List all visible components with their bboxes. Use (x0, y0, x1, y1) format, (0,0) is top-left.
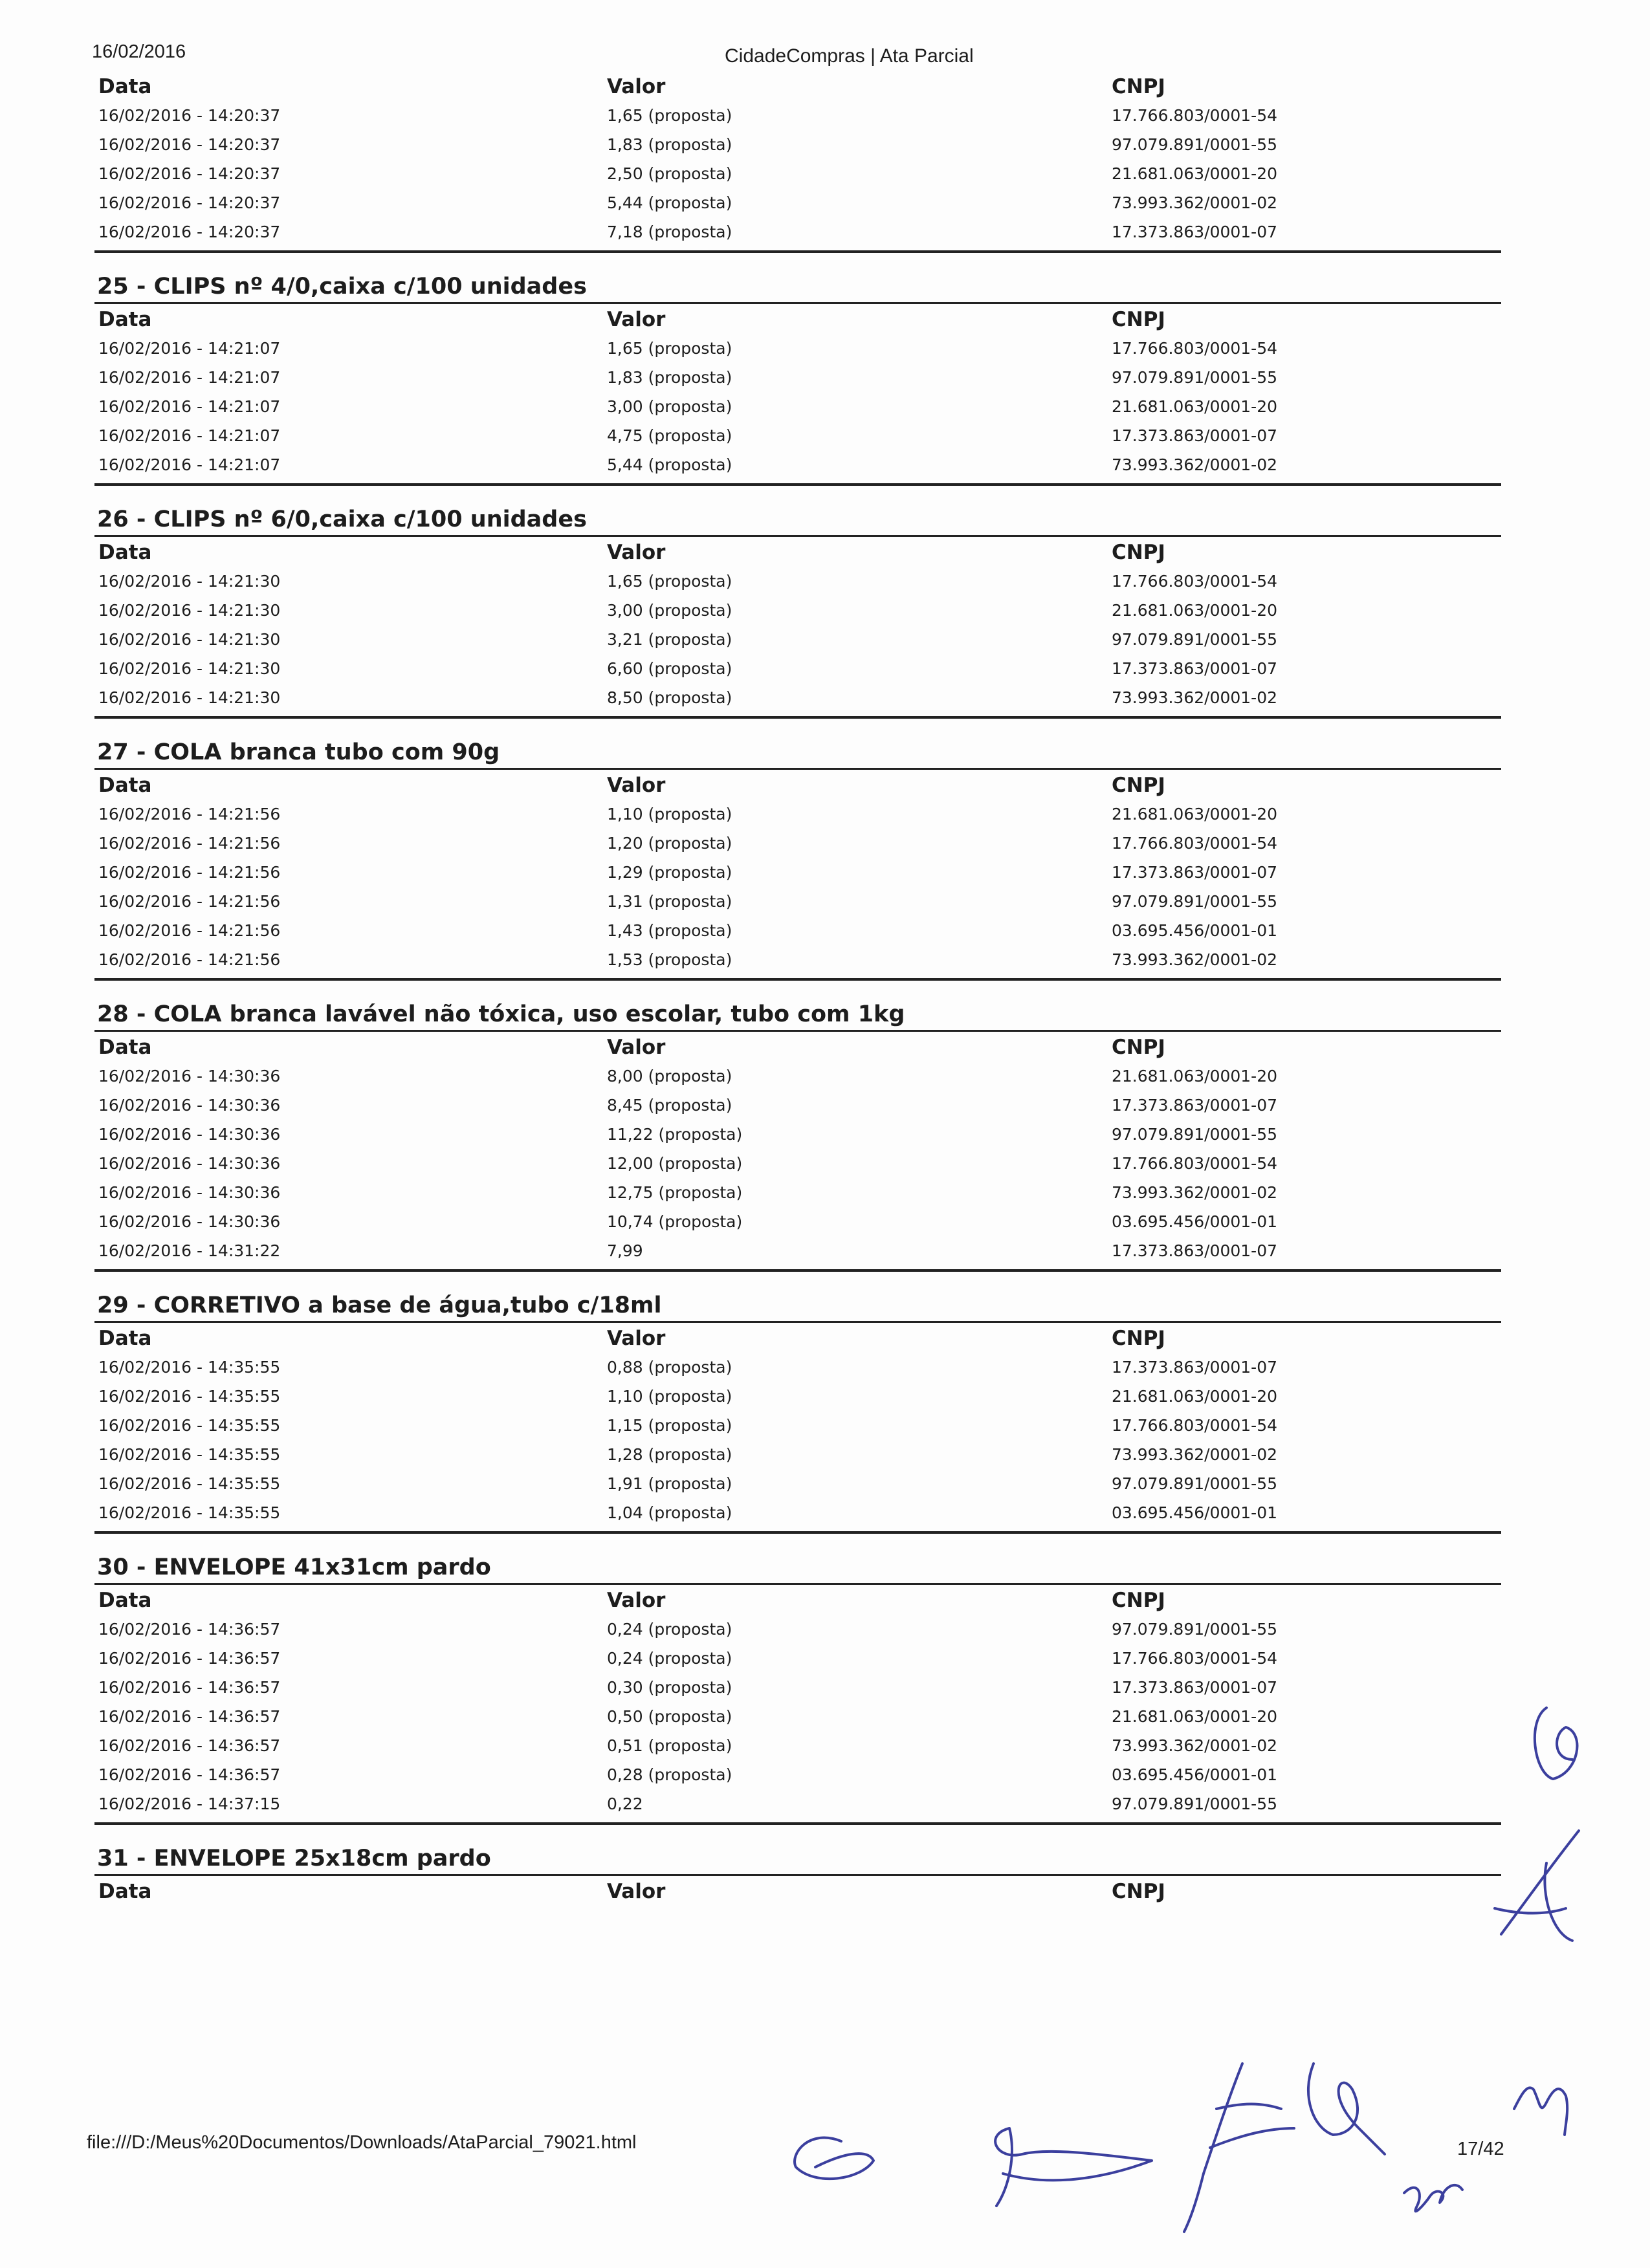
column-header-date: Data (98, 1036, 152, 1059)
table-row (94, 654, 1501, 683)
cell-cnpj: 73.993.362/0001-02 (1112, 950, 1278, 969)
table-row (94, 1236, 1501, 1265)
cell-date: 16/02/2016 - 14:21:56 (98, 805, 281, 823)
table-row (94, 1178, 1501, 1207)
cell-date: 16/02/2016 - 14:21:56 (98, 892, 281, 911)
cell-cnpj: 97.079.891/0001-55 (1112, 1620, 1278, 1639)
table-row (94, 421, 1501, 450)
cell-date: 16/02/2016 - 14:35:55 (98, 1474, 281, 1493)
cell-cnpj: 17.766.803/0001-54 (1112, 1649, 1278, 1668)
cell-value: 2,50 (proposta) (607, 164, 732, 183)
cell-value: 3,21 (proposta) (607, 630, 732, 649)
section-title: 31 - ENVELOPE 25x18cm pardo (94, 1843, 1501, 1876)
cell-cnpj: 97.079.891/0001-55 (1112, 1794, 1278, 1813)
cell-value: 6,60 (proposta) (607, 659, 732, 678)
section-divider (94, 483, 1501, 486)
column-header-date: Data (98, 75, 152, 98)
cell-date: 16/02/2016 - 14:21:30 (98, 688, 281, 707)
cell-date: 16/02/2016 - 14:36:57 (98, 1707, 281, 1726)
signature-1 (795, 2138, 874, 2179)
table-row (94, 1469, 1501, 1498)
cell-date: 16/02/2016 - 14:21:30 (98, 572, 281, 591)
cell-cnpj: 21.681.063/0001-20 (1112, 805, 1278, 823)
cell-value: 1,20 (proposta) (607, 834, 732, 853)
table-row (94, 1760, 1501, 1789)
cell-date: 16/02/2016 - 14:30:36 (98, 1125, 281, 1144)
cell-cnpj: 17.373.863/0001-07 (1112, 1241, 1278, 1260)
column-header-row (94, 537, 1501, 567)
table-row (94, 1731, 1501, 1760)
cell-value: 0,51 (proposta) (607, 1736, 732, 1755)
document-body (94, 71, 1501, 1906)
cell-date: 16/02/2016 - 14:36:57 (98, 1765, 281, 1784)
cell-cnpj: 73.993.362/0001-02 (1112, 193, 1278, 212)
cell-value: 1,43 (proposta) (607, 921, 732, 940)
cell-value: 3,00 (proposta) (607, 601, 732, 620)
print-date: 16/02/2016 (92, 41, 186, 62)
cell-value: 5,44 (proposta) (607, 193, 732, 212)
column-header-date: Data (98, 308, 152, 331)
column-header-row (94, 304, 1501, 334)
section-divider (94, 716, 1501, 719)
cell-date: 16/02/2016 - 14:36:57 (98, 1620, 281, 1639)
cell-date: 16/02/2016 - 14:21:56 (98, 950, 281, 969)
cell-value: 1,10 (proposta) (607, 805, 732, 823)
column-header-cnpj: CNPJ (1112, 1880, 1165, 1903)
cell-value: 1,65 (proposta) (607, 339, 732, 358)
column-header-cnpj: CNPJ (1112, 1589, 1165, 1612)
cell-value: 8,50 (proposta) (607, 688, 732, 707)
initial-mark-1 (1535, 1708, 1578, 1779)
cell-value: 12,75 (proposta) (607, 1183, 743, 1202)
column-header-row (94, 1876, 1501, 1906)
signature-4 (1308, 2064, 1385, 2154)
cell-date: 16/02/2016 - 14:21:30 (98, 659, 281, 678)
cell-cnpj: 03.695.456/0001-01 (1112, 1503, 1278, 1522)
column-header-row (94, 770, 1501, 800)
cell-value: 1,31 (proposta) (607, 892, 732, 911)
cell-date: 16/02/2016 - 14:21:07 (98, 455, 281, 474)
cell-cnpj: 17.766.803/0001-54 (1112, 834, 1278, 853)
table-row (94, 130, 1501, 159)
cell-cnpj: 17.373.863/0001-07 (1112, 863, 1278, 882)
cell-cnpj: 97.079.891/0001-55 (1112, 135, 1278, 154)
table-row (94, 1615, 1501, 1644)
cell-date: 16/02/2016 - 14:20:37 (98, 223, 281, 241)
cell-date: 16/02/2016 - 14:21:07 (98, 368, 281, 387)
cell-cnpj: 97.079.891/0001-55 (1112, 892, 1278, 911)
cell-value: 7,18 (proposta) (607, 223, 732, 241)
cell-value: 10,74 (proposta) (607, 1212, 743, 1231)
cell-value: 7,99 (607, 1241, 643, 1260)
cell-date: 16/02/2016 - 14:36:57 (98, 1649, 281, 1668)
cell-value: 1,04 (proposta) (607, 1503, 732, 1522)
column-header-row (94, 71, 1501, 101)
cell-date: 16/02/2016 - 14:35:55 (98, 1445, 281, 1464)
cell-value: 0,24 (proposta) (607, 1620, 732, 1639)
cell-cnpj: 03.695.456/0001-01 (1112, 1765, 1278, 1784)
cell-date: 16/02/2016 - 14:36:57 (98, 1736, 281, 1755)
cell-cnpj: 97.079.891/0001-55 (1112, 368, 1278, 387)
table-row (94, 1440, 1501, 1469)
cell-cnpj: 17.373.863/0001-07 (1112, 659, 1278, 678)
section-divider (94, 250, 1501, 253)
cell-value: 0,88 (proposta) (607, 1358, 732, 1377)
cell-date: 16/02/2016 - 14:20:37 (98, 164, 281, 183)
item-section (94, 1843, 1501, 1906)
cell-cnpj: 21.681.063/0001-20 (1112, 601, 1278, 620)
item-section (94, 504, 1501, 719)
handwritten-number (1404, 2185, 1462, 2211)
column-header-cnpj: CNPJ (1112, 1036, 1165, 1059)
cell-value: 1,29 (proposta) (607, 863, 732, 882)
section-title: 27 - COLA branca tubo com 90g (94, 737, 1501, 770)
cell-cnpj: 97.079.891/0001-55 (1112, 1125, 1278, 1144)
column-header-date: Data (98, 774, 152, 797)
cell-value: 1,65 (proposta) (607, 572, 732, 591)
column-header-date: Data (98, 1327, 152, 1350)
table-row (94, 217, 1501, 246)
cell-date: 16/02/2016 - 14:20:37 (98, 135, 281, 154)
table-row (94, 392, 1501, 421)
initial-m (1514, 2088, 1567, 2135)
cell-value: 8,45 (proposta) (607, 1096, 732, 1115)
footer-url: file:///D:/Meus%20Documentos/Downloads/AtaParcial_79021.html (87, 2132, 637, 2153)
table-row (94, 916, 1501, 945)
cell-cnpj: 17.373.863/0001-07 (1112, 1358, 1278, 1377)
table-row (94, 363, 1501, 392)
cell-value: 3,00 (proposta) (607, 397, 732, 416)
table-row (94, 334, 1501, 363)
cell-cnpj: 17.373.863/0001-07 (1112, 1678, 1278, 1697)
column-header-row (94, 1585, 1501, 1615)
column-header-value: Valor (607, 1880, 666, 1903)
cell-value: 1,65 (proposta) (607, 106, 732, 125)
cell-value: 12,00 (proposta) (607, 1154, 743, 1173)
cell-date: 16/02/2016 - 14:35:55 (98, 1358, 281, 1377)
section-title: 29 - CORRETIVO a base de água,tubo c/18ml (94, 1290, 1501, 1323)
cell-date: 16/02/2016 - 14:21:30 (98, 630, 281, 649)
column-header-date: Data (98, 1880, 152, 1903)
section-divider (94, 978, 1501, 981)
table-row (94, 1644, 1501, 1673)
cell-cnpj: 97.079.891/0001-55 (1112, 630, 1278, 649)
page-number: 17/42 (1457, 2139, 1504, 2159)
cell-cnpj: 17.373.863/0001-07 (1112, 426, 1278, 445)
item-section (94, 1290, 1501, 1534)
cell-date: 16/02/2016 - 14:35:55 (98, 1416, 281, 1435)
cell-cnpj: 17.766.803/0001-54 (1112, 1154, 1278, 1173)
column-header-cnpj: CNPJ (1112, 75, 1165, 98)
table-row (94, 1673, 1501, 1702)
cell-date: 16/02/2016 - 14:20:37 (98, 193, 281, 212)
item-section (94, 271, 1501, 486)
table-row (94, 596, 1501, 625)
cell-date: 16/02/2016 - 14:36:57 (98, 1678, 281, 1697)
cell-value: 0,28 (proposta) (607, 1765, 732, 1784)
table-row (94, 945, 1501, 974)
cell-cnpj: 17.373.863/0001-07 (1112, 1096, 1278, 1115)
cell-cnpj: 73.993.362/0001-02 (1112, 455, 1278, 474)
cell-cnpj: 73.993.362/0001-02 (1112, 1445, 1278, 1464)
column-header-value: Valor (607, 1589, 666, 1612)
cell-value: 0,50 (proposta) (607, 1707, 732, 1726)
table-row (94, 1702, 1501, 1731)
cell-value: 0,22 (607, 1794, 643, 1813)
cell-cnpj: 21.681.063/0001-20 (1112, 1707, 1278, 1726)
cell-cnpj: 17.373.863/0001-07 (1112, 223, 1278, 241)
cell-date: 16/02/2016 - 14:35:55 (98, 1503, 281, 1522)
cell-date: 16/02/2016 - 14:20:37 (98, 106, 281, 125)
table-row (94, 887, 1501, 916)
section-title: 30 - ENVELOPE 41x31cm pardo (94, 1552, 1501, 1585)
cell-cnpj: 17.766.803/0001-54 (1112, 1416, 1278, 1435)
page-title: CidadeCompras | Ata Parcial (725, 45, 974, 67)
column-header-cnpj: CNPJ (1112, 774, 1165, 797)
item-section (94, 737, 1501, 981)
cell-cnpj: 03.695.456/0001-01 (1112, 1212, 1278, 1231)
column-header-cnpj: CNPJ (1112, 1327, 1165, 1350)
cell-value: 8,00 (proposta) (607, 1067, 732, 1085)
column-header-date: Data (98, 1589, 152, 1612)
table-row (94, 1062, 1501, 1091)
cell-value: 1,83 (proposta) (607, 135, 732, 154)
table-row (94, 188, 1501, 217)
column-header-date: Data (98, 541, 152, 564)
section-divider (94, 1822, 1501, 1825)
table-row (94, 567, 1501, 596)
cell-cnpj: 21.681.063/0001-20 (1112, 164, 1278, 183)
column-header-value: Valor (607, 541, 666, 564)
cell-date: 16/02/2016 - 14:37:15 (98, 1794, 281, 1813)
cell-date: 16/02/2016 - 14:21:56 (98, 921, 281, 940)
cell-date: 16/02/2016 - 14:30:36 (98, 1096, 281, 1115)
signature-3 (1184, 2064, 1294, 2232)
cell-date: 16/02/2016 - 14:30:36 (98, 1212, 281, 1231)
table-row (94, 1382, 1501, 1411)
table-row (94, 159, 1501, 188)
table-row (94, 1353, 1501, 1382)
cell-date: 16/02/2016 - 14:21:30 (98, 601, 281, 620)
item-section (94, 1552, 1501, 1825)
section-divider (94, 1269, 1501, 1272)
table-row (94, 683, 1501, 712)
table-row (94, 1207, 1501, 1236)
section-title: 28 - COLA branca lavável não tóxica, uso escolar, tubo com 1kg (94, 999, 1501, 1032)
cell-cnpj: 97.079.891/0001-55 (1112, 1474, 1278, 1493)
cell-cnpj: 21.681.063/0001-20 (1112, 1067, 1278, 1085)
table-row (94, 1120, 1501, 1149)
cell-value: 1,91 (proposta) (607, 1474, 732, 1493)
cell-value: 11,22 (proposta) (607, 1125, 743, 1144)
table-row (94, 829, 1501, 858)
cell-cnpj: 73.993.362/0001-02 (1112, 688, 1278, 707)
cell-cnpj: 17.766.803/0001-54 (1112, 339, 1278, 358)
column-header-cnpj: CNPJ (1112, 308, 1165, 331)
cell-value: 5,44 (proposta) (607, 455, 732, 474)
column-header-value: Valor (607, 774, 666, 797)
table-row (94, 1789, 1501, 1818)
cell-date: 16/02/2016 - 14:30:36 (98, 1067, 281, 1085)
cell-date: 16/02/2016 - 14:35:55 (98, 1387, 281, 1406)
cell-value: 1,28 (proposta) (607, 1445, 732, 1464)
column-header-row (94, 1323, 1501, 1353)
cell-cnpj: 03.695.456/0001-01 (1112, 921, 1278, 940)
cell-cnpj: 17.766.803/0001-54 (1112, 106, 1278, 125)
cell-date: 16/02/2016 - 14:21:07 (98, 426, 281, 445)
cross-mark (1495, 1831, 1579, 1941)
column-header-value: Valor (607, 308, 666, 331)
cell-value: 1,83 (proposta) (607, 368, 732, 387)
cell-date: 16/02/2016 - 14:21:07 (98, 397, 281, 416)
table-row (94, 1498, 1501, 1527)
cell-value: 1,15 (proposta) (607, 1416, 732, 1435)
cell-date: 16/02/2016 - 14:21:56 (98, 863, 281, 882)
cell-date: 16/02/2016 - 14:30:36 (98, 1183, 281, 1202)
table-row (94, 858, 1501, 887)
column-header-cnpj: CNPJ (1112, 541, 1165, 564)
cell-date: 16/02/2016 - 14:21:56 (98, 834, 281, 853)
cell-value: 4,75 (proposta) (607, 426, 732, 445)
table-row (94, 101, 1501, 130)
cell-value: 1,53 (proposta) (607, 950, 732, 969)
cell-cnpj: 73.993.362/0001-02 (1112, 1736, 1278, 1755)
section-divider (94, 1531, 1501, 1534)
cell-date: 16/02/2016 - 14:30:36 (98, 1154, 281, 1173)
cell-cnpj: 17.766.803/0001-54 (1112, 572, 1278, 591)
cell-value: 0,24 (proposta) (607, 1649, 732, 1668)
table-row (94, 625, 1501, 654)
cell-date: 16/02/2016 - 14:21:07 (98, 339, 281, 358)
item-section (94, 999, 1501, 1272)
cell-date: 16/02/2016 - 14:31:22 (98, 1241, 281, 1260)
column-header-row (94, 1032, 1501, 1062)
cell-cnpj: 21.681.063/0001-20 (1112, 397, 1278, 416)
cell-value: 0,30 (proposta) (607, 1678, 732, 1697)
section-title: 25 - CLIPS nº 4/0,caixa c/100 unidades (94, 271, 1501, 304)
table-row (94, 800, 1501, 829)
cell-value: 1,10 (proposta) (607, 1387, 732, 1406)
cell-cnpj: 73.993.362/0001-02 (1112, 1183, 1278, 1202)
signature-2 (995, 2128, 1152, 2206)
table-row (94, 1149, 1501, 1178)
section-title: 26 - CLIPS nº 6/0,caixa c/100 unidades (94, 504, 1501, 537)
column-header-value: Valor (607, 75, 666, 98)
table-row (94, 1411, 1501, 1440)
table-row (94, 1091, 1501, 1120)
table-row (94, 450, 1501, 479)
column-header-value: Valor (607, 1036, 666, 1059)
column-header-value: Valor (607, 1327, 666, 1350)
cell-cnpj: 21.681.063/0001-20 (1112, 1387, 1278, 1406)
